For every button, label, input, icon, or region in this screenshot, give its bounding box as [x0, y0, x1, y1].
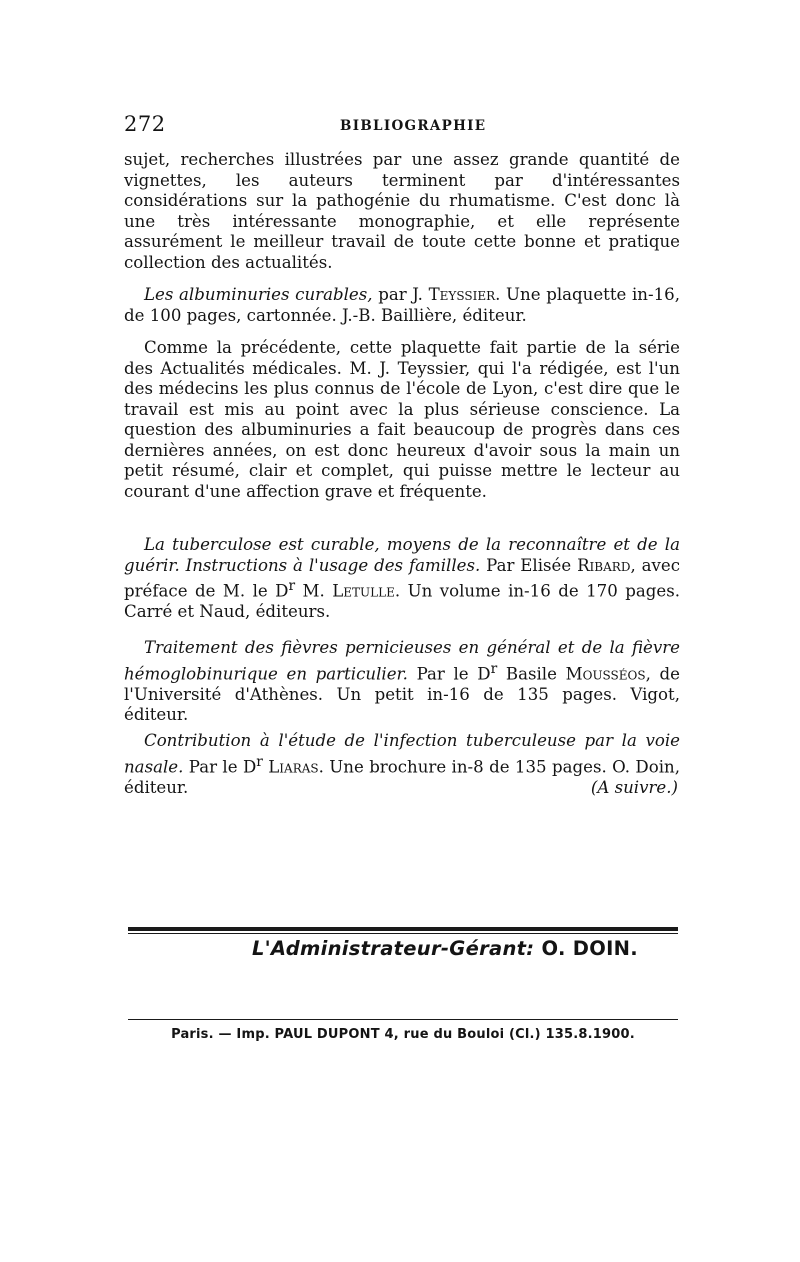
running-head: BIBLIOGRAPHIE: [340, 118, 487, 134]
entry-albuminuries: [124, 285, 680, 326]
review-paragraph: [124, 338, 680, 502]
entry-tuberculose: [124, 535, 680, 623]
entry-fievres: [124, 638, 680, 726]
entry-text: Contribution à l'étude de l'infection tuberculeuse par la voie nasale. Par le $D^r$ Liaras. Une brochure in-8 de 135 pages. O. Doin, éditeur.: [124, 731, 680, 797]
page-number: 272: [124, 112, 166, 136]
printer-rule: [128, 1019, 678, 1020]
page-header: [124, 112, 680, 142]
printer-imprint: Paris. — Imp. PAUL DUPONT 4, rue du Bouloi (Cl.) 135.8.1900.: [171, 1027, 635, 1042]
entry-text: Traitement des fièvres pernicieuses en général et de la fièvre hémoglobinurique en particulier. Par le $D^r$ Basile Mousséos, de l'Université d'Athènes. Un petit in-16 de 135 pages. Vigot, éditeur.: [124, 638, 680, 725]
entry-title: Les albuminuries curables,: [144, 285, 373, 304]
paragraph-text: sujet, recherches illustrées par une assez grande quantité de vignettes, les auteurs terminent par d'intéressantes considérations sur la pathogénie du rhumatisme. C'est donc là une très intéressante monographie, et elle représente assurément le meilleur travail de toute cette bonne et pratique collection des actualités.: [124, 150, 680, 272]
entry-author: Teyssier: [428, 285, 496, 304]
entry-author: Mousséos: [565, 664, 646, 684]
entry-author: Letulle: [332, 581, 395, 601]
entry-text: Les albuminuries curables, par J. Teyssier. Une plaquette in-16, de 100 pages, cartonnée. J.-B. Baillière, éditeur.: [124, 285, 680, 325]
entry-title: Traitement des fièvres pernicieuses en général et de la fièvre hémoglobinurique en particulier.: [124, 638, 680, 684]
footer-thick-rule: [128, 927, 678, 931]
entry-text: La tuberculose est curable, moyens de la reconnaître et de la guérir. Instructions à l'usage des familles. Par Elisée Ribard, avec préface de M. le $D^r$ M. Letulle. Un volume in-16 de 170 pages. Carré et Naud, éditeurs.: [124, 535, 680, 622]
to-be-continued: (A suivre.): [590, 778, 678, 798]
entry-author: Liaras: [268, 757, 319, 777]
footer-thin-rule: [128, 933, 678, 934]
administrator-name: O. DOIN.: [541, 937, 638, 960]
entry-title: Contribution à l'étude de l'infection tuberculeuse par la voie nasale.: [124, 731, 680, 777]
administrator-line: [128, 937, 638, 960]
paragraph-continuation: [124, 150, 680, 273]
entry-author: Ribard: [577, 555, 631, 575]
entry-title: La tuberculose est curable, moyens de la reconnaître et de la guérir. Instructions à l'usage des familles.: [124, 535, 680, 575]
entry-contribution: [124, 731, 680, 799]
paragraph-text: Comme la précédente, cette plaquette fait partie de la série des Actualités médicales. M. J. Teyssier, qui l'a rédigée, est l'un des médecins les plus connus de l'école de Lyon, c'est dire que le travail est mis au point avec la plus sérieuse conscience. La question des albuminuries a fait beaucoup de progrès dans ces dernières années, on est donc heureux d'avoir sous la main un petit résumé, clair et complet, qui puisse mettre le lecteur au courant d'une affection grave et fréquente.: [124, 338, 680, 501]
administrator-label: L'Administrateur-Gérant:: [251, 937, 535, 960]
